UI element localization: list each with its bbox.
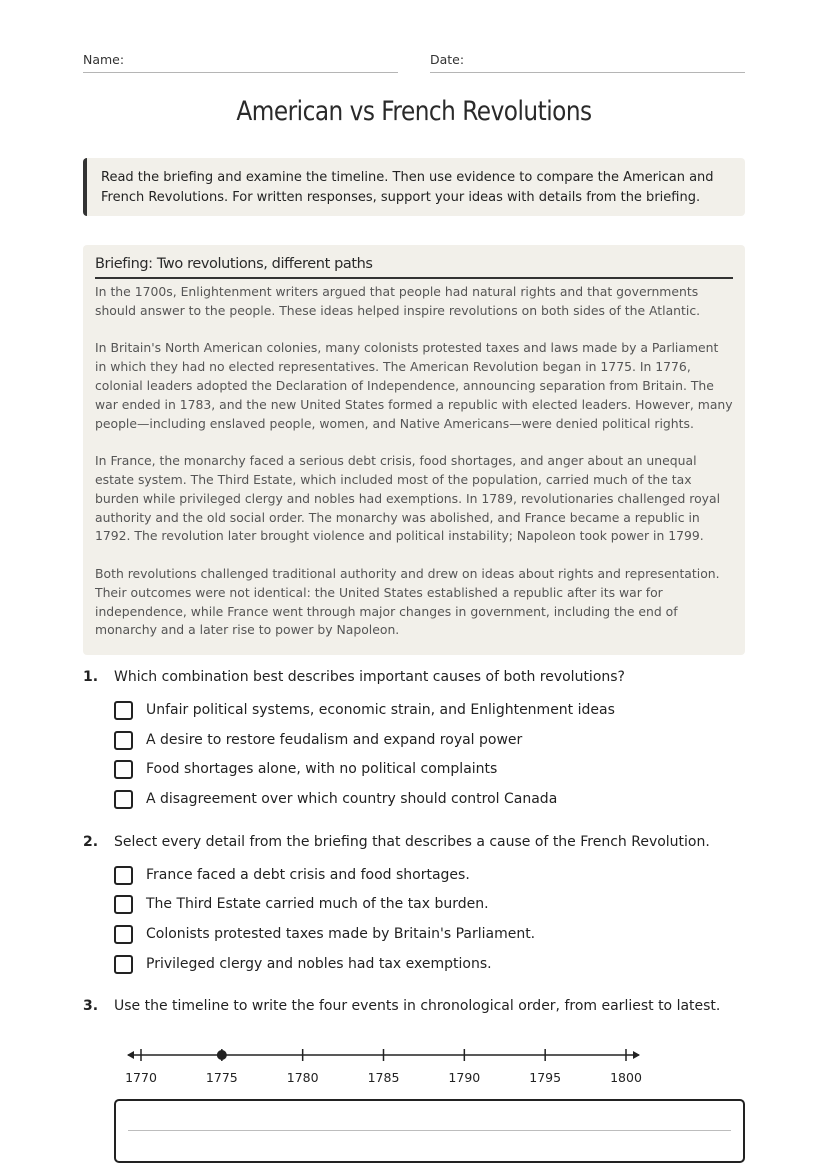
timeline-tick-label: 1800 — [610, 1070, 642, 1085]
timeline-tick-label: 1780 — [286, 1070, 319, 1085]
question-number: 3. — [83, 998, 99, 1014]
checkbox[interactable] — [114, 701, 133, 720]
date-label: Date: — [430, 52, 465, 67]
date-field[interactable] — [430, 52, 745, 73]
question-text: Use the timeline to write the four events in chronological order, from earliest to latest. — [114, 998, 721, 1014]
page-title: American vs French Revolutions — [236, 96, 592, 127]
timeline-tick-label: 1795 — [529, 1070, 562, 1085]
question-number: 2. — [83, 834, 99, 850]
option-label: The Third Estate carried much of the tax burden. — [146, 896, 489, 912]
option-label: Privileged clergy and nobles had tax exemptions. — [146, 956, 492, 972]
question-text: Which combination best describes important causes of both revolutions? — [114, 669, 625, 685]
timeline-tick-label: 1775 — [205, 1070, 238, 1085]
checkbox[interactable] — [114, 925, 133, 944]
briefing-paragraph: In the 1700s, Enlightenment writers argued that people had natural rights and that governments should answer to the people. These ideas helped inspire revolutions on both sides of the Atlantic. — [95, 284, 701, 318]
timeline-tick-label: 1790 — [448, 1070, 481, 1085]
briefing-paragraph: Both revolutions challenged traditional authority and drew on ideas about rights and representation. Their outcomes were not identical: the United States established a republic after its war for independence, while France went through major changes in government, including the end of monarchy and a later rise to power by Napoleon. — [95, 565, 720, 638]
option-label: Food shortages alone, with no political complaints — [146, 761, 498, 777]
checkbox[interactable] — [114, 895, 133, 914]
checkbox[interactable] — [114, 790, 133, 809]
briefing-paragraph: In Britain's North American colonies, many colonists protested taxes and laws made by a Parliament in which they had no elected representatives. The American Revolution began in 1775. In 1776, colonial leaders adopted the Declaration of Independence, announcing separation from Britain. The war ended in 1783, and the new United States formed a republic with elected leaders. However, many people—including enslaved people, women, and Native Americans—were denied political rights. — [95, 340, 733, 431]
timeline-arrow-left — [127, 1051, 134, 1059]
question-text: Select every detail from the briefing that describes a cause of the French Revolution. — [114, 834, 710, 850]
name-label: Name: — [83, 52, 125, 67]
timeline-arrow-right — [633, 1051, 640, 1059]
name-field[interactable] — [83, 52, 398, 73]
option-label: A desire to restore feudalism and expand royal power — [146, 732, 523, 748]
checkbox[interactable] — [114, 760, 133, 779]
briefing-paragraph: In France, the monarchy faced a serious debt crisis, food shortages, and anger about an unequal estate system. The Third Estate, which included most of the population, carried much of the tax burden while privileged clergy and nobles had exemptions. In 1789, revolutionaries challenged royal authority and the old social order. The monarchy was abolished, and France became a republic in 1792. The revolution later brought violence and political instability; Napoleon took power in 1799. — [95, 453, 721, 544]
option-label: Colonists protested taxes made by Britain's Parliament. — [146, 926, 536, 942]
briefing-title: Briefing: Two revolutions, different paths — [95, 256, 733, 279]
timeline — [120, 1040, 650, 1090]
timeline-marker — [217, 1050, 227, 1060]
option-label: France faced a debt crisis and food shortages. — [146, 867, 470, 883]
option-label: Unfair political systems, economic strain, and Enlightenment ideas — [146, 702, 615, 718]
option-label: A disagreement over which country should control Canada — [146, 791, 558, 807]
name-date-row — [83, 52, 745, 74]
instructions-text: Read the briefing and examine the timeline. Then use evidence to compare the American and French Revolutions. For written responses, support your ideas with details from the briefing. — [101, 170, 714, 205]
answer-box[interactable] — [114, 1099, 745, 1163]
timeline-tick-label: 1785 — [367, 1070, 400, 1085]
question-number: 1. — [83, 669, 99, 685]
checkbox[interactable] — [114, 866, 133, 885]
checkbox[interactable] — [114, 955, 133, 974]
checkbox[interactable] — [114, 731, 133, 750]
answer-line — [128, 1130, 731, 1131]
timeline-tick-label: 1770 — [125, 1070, 157, 1085]
instructions-box — [83, 158, 745, 216]
briefing-box — [83, 245, 745, 655]
timeline-axis — [120, 1040, 650, 1070]
